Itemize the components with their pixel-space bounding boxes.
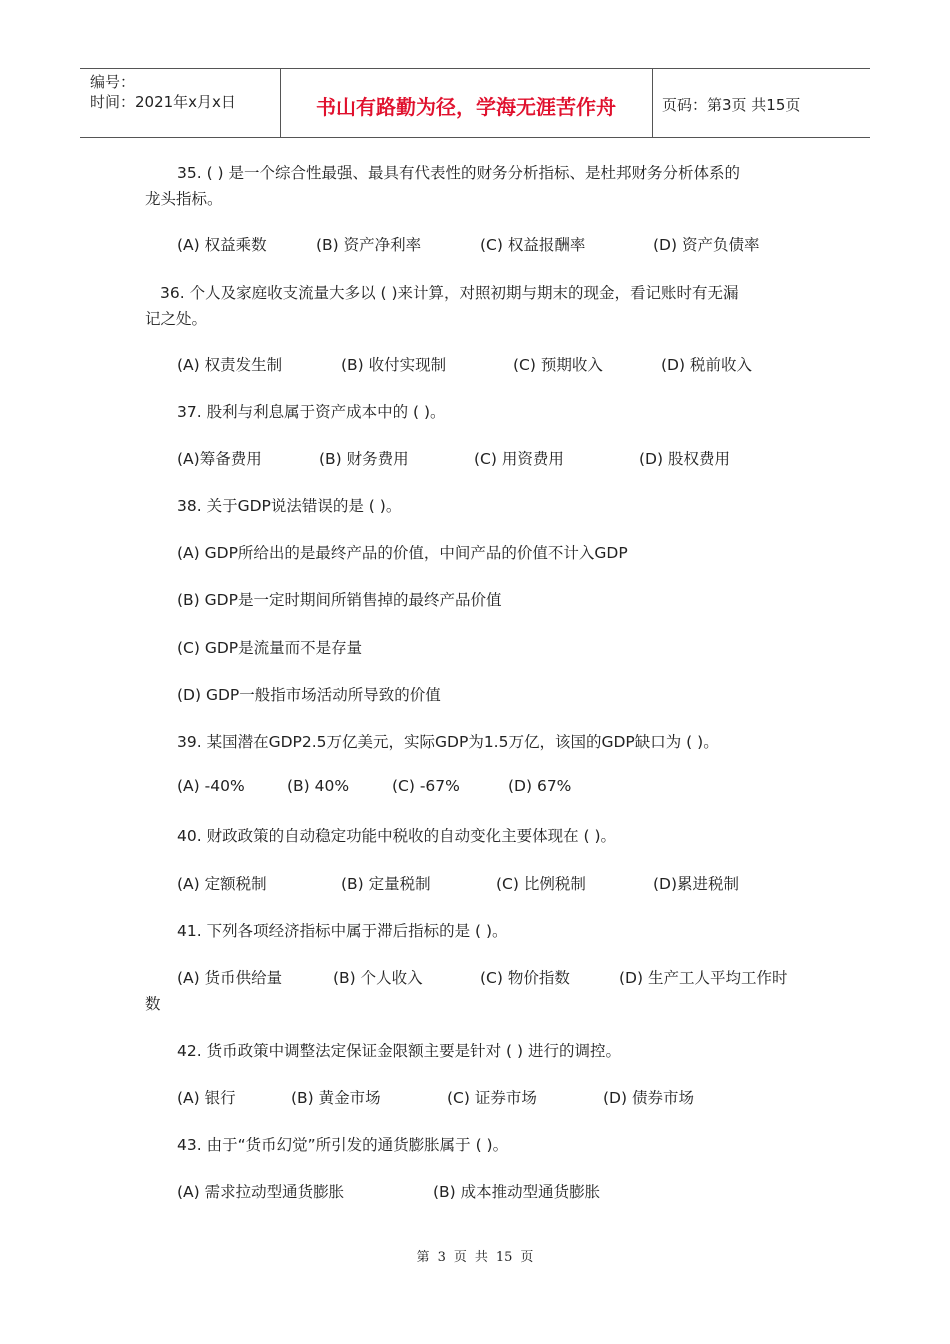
question-39-stem: 39. 某国潜在GDP2.5万亿美元，实际GDP为1.5万亿，该国的GDP缺口为 ( )。: [177, 733, 719, 751]
question-35-stem-line-2: 龙头指标。: [145, 190, 223, 208]
question-41-option-d-wrap: 数: [145, 995, 161, 1013]
header-meta-cell: [80, 69, 281, 137]
question-37-option-b: (B) 财务费用: [319, 450, 409, 468]
page-header: [80, 68, 870, 138]
question-42-option-d: (D) 债券市场: [603, 1089, 694, 1107]
question-36-stem-line-1: 36. 个人及家庭收支流量大多以 ( )来计算，对照初期与期末的现金，看记账时有无漏: [160, 284, 739, 302]
header-page-code: 页码：第3页 共15页: [662, 96, 801, 114]
question-35-option-d: (D) 资产负债率: [653, 236, 760, 254]
question-41-stem: 41. 下列各项经济指标中属于滞后指标的是 ( )。: [177, 922, 508, 940]
question-38-option-b: (B) GDP是一定时期间所销售掉的最终产品价值: [177, 591, 502, 609]
footer-page-number: 3: [437, 1250, 446, 1265]
question-40-option-d: (D)累进税制: [653, 875, 740, 893]
question-41-option-c: (C) 物价指数: [480, 969, 570, 987]
question-40-option-a: (A) 定额税制: [177, 875, 267, 893]
question-43-stem: 43. 由于“货币幻觉”所引发的通货膨胀属于 ( )。: [177, 1136, 509, 1154]
question-35-stem-line-1: 35. ( ) 是一个综合性最强、最具有代表性的财务分析指标、是杜邦财务分析体系的: [177, 164, 741, 182]
footer-di: 第: [416, 1250, 430, 1265]
header-page-cell: [652, 69, 870, 137]
question-37-option-d: (D) 股权费用: [639, 450, 730, 468]
question-40-option-c: (C) 比例税制: [496, 875, 586, 893]
question-36-option-c: (C) 预期收入: [513, 356, 603, 374]
question-39-option-d: (D) 67%: [508, 777, 572, 795]
question-42-option-b: (B) 黄金市场: [291, 1089, 381, 1107]
question-37-option-a: (A)筹备费用: [177, 450, 262, 468]
question-39-option-a: (A) -40%: [177, 777, 245, 795]
document-number-label: 编号：: [90, 73, 136, 91]
question-35-option-a: (A) 权益乘数: [177, 236, 267, 254]
question-38-option-d: (D) GDP一般指市场活动所导致的价值: [177, 686, 441, 704]
footer-ye: 页: [453, 1250, 467, 1265]
question-36-option-b: (B) 收付实现制: [341, 356, 447, 374]
question-39-option-c: (C) -67%: [392, 777, 460, 795]
question-36-stem-line-2: 记之处。: [145, 310, 208, 328]
page-footer: [0, 1246, 950, 1265]
question-38-option-c: (C) GDP是流量而不是存量: [177, 639, 363, 657]
footer-gong: 共: [474, 1250, 488, 1265]
question-42-option-a: (A) 银行: [177, 1089, 236, 1107]
question-37-option-c: (C) 用资费用: [474, 450, 564, 468]
question-40-stem: 40. 财政政策的自动稳定功能中税收的自动变化主要体现在 ( )。: [177, 827, 617, 845]
question-41-option-a: (A) 货币供给量: [177, 969, 283, 987]
document-date: 时间：2021年x月x日: [90, 93, 236, 111]
question-41-option-d: (D) 生产工人平均工作时: [619, 969, 788, 987]
header-motto: 书山有路勤为径，学海无涯苦作舟: [316, 95, 616, 119]
question-38-option-a: (A) GDP所给出的是最终产品的价值，中间产品的价值不计入GDP: [177, 544, 628, 562]
question-43-option-b: (B) 成本推动型通货膨胀: [433, 1183, 601, 1201]
question-42-stem: 42. 货币政策中调整法定保证金限额主要是针对 ( ) 进行的调控。: [177, 1042, 621, 1060]
question-39-option-b: (B) 40%: [287, 777, 350, 795]
footer-ye-2: 页: [520, 1250, 534, 1265]
question-36-option-d: (D) 税前收入: [661, 356, 752, 374]
question-41-option-b: (B) 个人收入: [333, 969, 423, 987]
footer-total-pages: 15: [495, 1250, 513, 1265]
question-36-option-a: (A) 权责发生制: [177, 356, 283, 374]
question-40-option-b: (B) 定量税制: [341, 875, 431, 893]
question-37-stem: 37. 股利与利息属于资产成本中的 ( )。: [177, 403, 446, 421]
question-35-option-c: (C) 权益报酬率: [480, 236, 586, 254]
header-motto-cell: [280, 69, 653, 137]
question-35-option-b: (B) 资产净利率: [316, 236, 422, 254]
question-42-option-c: (C) 证券市场: [447, 1089, 537, 1107]
question-38-stem: 38. 关于GDP说法错误的是 ( )。: [177, 497, 402, 515]
question-43-option-a: (A) 需求拉动型通货膨胀: [177, 1183, 345, 1201]
